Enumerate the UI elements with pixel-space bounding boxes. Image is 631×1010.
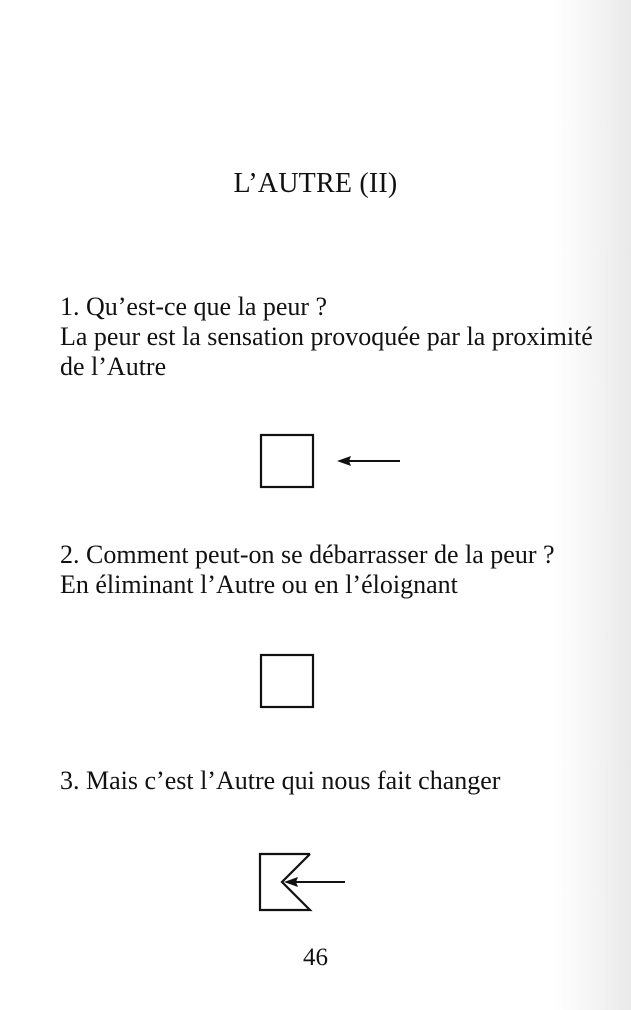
square-alone-icon xyxy=(255,650,325,716)
section-3 xyxy=(60,766,610,796)
question-2: 2. Comment peut-on se débarrasser de la peur ? xyxy=(60,540,555,569)
question-3: 3. Mais c’est l’Autre qui nous fait changer xyxy=(60,766,501,795)
section-1 xyxy=(60,292,610,382)
section-2 xyxy=(60,540,610,600)
answer-1-line-2: de l’Autre xyxy=(60,351,167,381)
answer-2-line-1: En éliminant l’Autre ou en l’éloignant xyxy=(60,569,458,599)
chapter-title: L’AUTRE (II) xyxy=(233,168,398,199)
question-1: 1. Qu’est-ce que la peur ? xyxy=(60,292,328,321)
page-number: 46 xyxy=(303,944,328,971)
notched-square-with-arrow-icon xyxy=(250,848,360,918)
square-with-arrow-approaching-icon xyxy=(255,430,415,496)
answer-1-line-1: La peur est la sensation provoquée par la proximité xyxy=(60,321,593,351)
